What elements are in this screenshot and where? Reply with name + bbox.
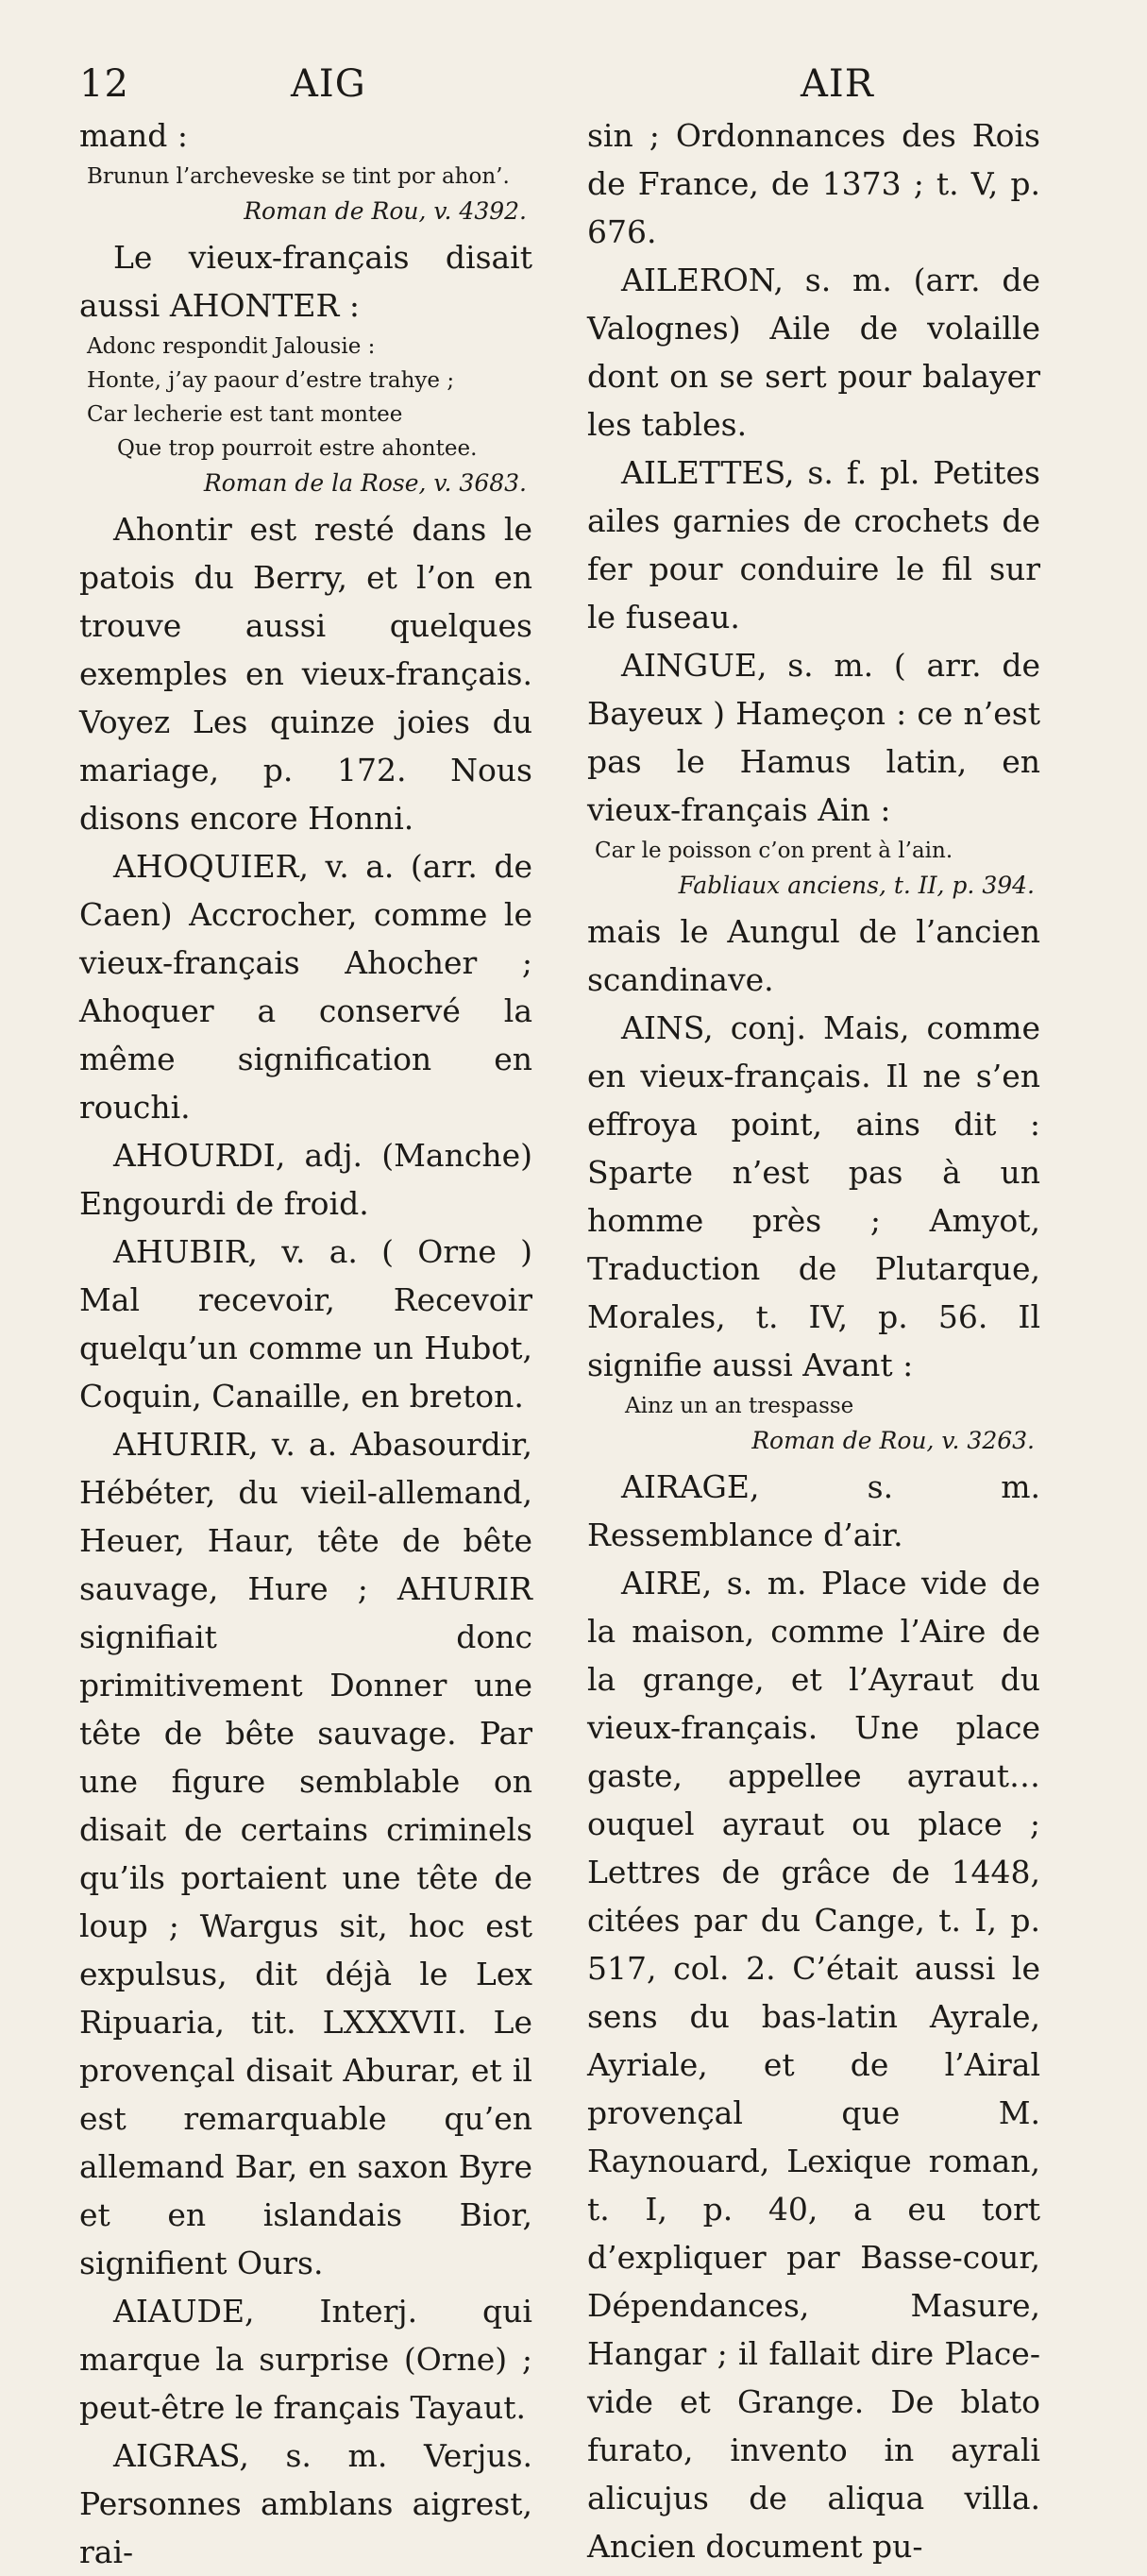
right-column [587,111,1040,2570]
quote-line: Car le poisson c’on prent à l’ain. [595,839,953,863]
quote-line: Car lecherie est tant montee [87,402,403,427]
paragraph: AINGUE, s. m. ( arr. de Bayeux ) Hameçon : ce n’est pas le Hamus latin, en vieux-français Ain : [587,647,1040,828]
paragraph: AHURIR, v. a. Abasourdir, Hébéter, du vieil-allemand, Heuer, Haur, tête de bête sauvage, Hure ; AHURIR signifiait donc primitivement Donner une tête de bête sauvage. Par une figure semblable on disait de certains criminels qu’ils portaient une tête de loup ; Wargus sit, hoc est expulsus, dit déjà le Lex Ripuaria, tit. LXXXVII. Le provençal disait Aburar, et il est remarquable qu’en allemand Bar, en saxon Byre et en islandais Bior, signifient Ours. [79,1426,532,2281]
paragraph: AINS, conj. Mais, comme en vieux-français. Il ne s’en effroya point, ains dit : Sparte n’est pas à un homme près ; Amyot, Traduction de Plutarque, Morales, t. IV, p. 56. Il signifie aussi Avant : [587,1009,1040,1383]
source-citation: Roman de Rou, v. 4392. [244,197,527,225]
source-citation: Fabliaux anciens, t. II, p. 394. [678,872,1035,899]
paragraph: Ahontir est resté dans le patois du Berry, et l’on en trouve aussi quelques exemples en vieux-français. Voyez Les quinze joies du mariage, p. 172. Nous disons encore Honni. [79,511,532,837]
paragraph: Le vieux-français disait aussi AHONTER : [79,239,532,324]
paragraph: AIRE, s. m. Place vide de la maison, comme l’Aire de la grange, et l’Ayraut du vieux-français. Une place gaste, appellee ayraut… ouquel ayraut ou place ; Lettres de grâce de 1448, citées par du Cange, t. I, p. 517, col. 2. C’était aussi le sens du bas-latin Ayrale, Ayriale, et de l’Airal provençal que M. Raynouard, Lexique roman, t. I, p. 40, a eu tort d’expliquer par Basse-cour, Dépendances, Masure, Hangar ; il fallait dire Place-vide et Grange. De blato furato, invento in ayrali alicujus de aliqua villa. Ancien document pu- [587,1565,1040,2565]
page-number: 12 [79,62,129,106]
quote-line: Adonc respondit Jalousie : [87,334,376,359]
paragraph: AILERON, s. m. (arr. de Valognes) Aile de volaille dont on se sert pour balayer les tables. [587,262,1040,443]
right-running-head: AIR [801,62,874,106]
quote-line: Que trop pourroit estre ahontee. [117,436,478,461]
left-running-head: AIG [291,62,366,106]
quote-line: Brunun l’archeveske se tint por ahon’. [87,164,510,189]
paragraph: AIGRAS, s. m. Verjus. Personnes amblans aigrest, rai- [79,2437,532,2570]
paragraph: AHOQUIER, v. a. (arr. de Caen) Accrocher, comme le vieux-français Ahocher ; Ahoquer a conservé la même signification en rouchi. [79,848,532,1126]
paragraph: AILETTES, s. f. pl. Petites ailes garnies de crochets de fer pour conduire le fil sur le fuseau. [587,454,1040,636]
paragraph: mais le Aungul de l’ancien scandinave. [587,913,1040,998]
paragraph: AIRAGE, s. m. Ressemblance d’air. [587,1468,1040,1553]
paragraph: AIAUDE, Interj. qui marque la surprise (Orne) ; peut-être le français Tayaut. [79,2293,532,2426]
quote-line: Ainz un an trespasse [625,1394,854,1418]
paragraph: sin ; Ordonnances des Rois de France, de 1373 ; t. V, p. 676. [587,117,1040,250]
source-citation: Roman de Rou, v. 3263. [751,1427,1035,1454]
left-column [79,111,532,2576]
quote-line: Honte, j’ay paour d’estre trahye ; [87,368,455,393]
paragraph: AHUBIR, v. a. ( Orne ) Mal recevoir, Recevoir quelqu’un comme un Hubot, Coquin, Canaille, en breton. [79,1233,532,1415]
paragraph: mand : [79,117,188,154]
paragraph: AHOURDI, adj. (Manche) Engourdi de froid. [79,1137,532,1222]
source-citation: Roman de la Rose, v. 3683. [203,469,527,497]
